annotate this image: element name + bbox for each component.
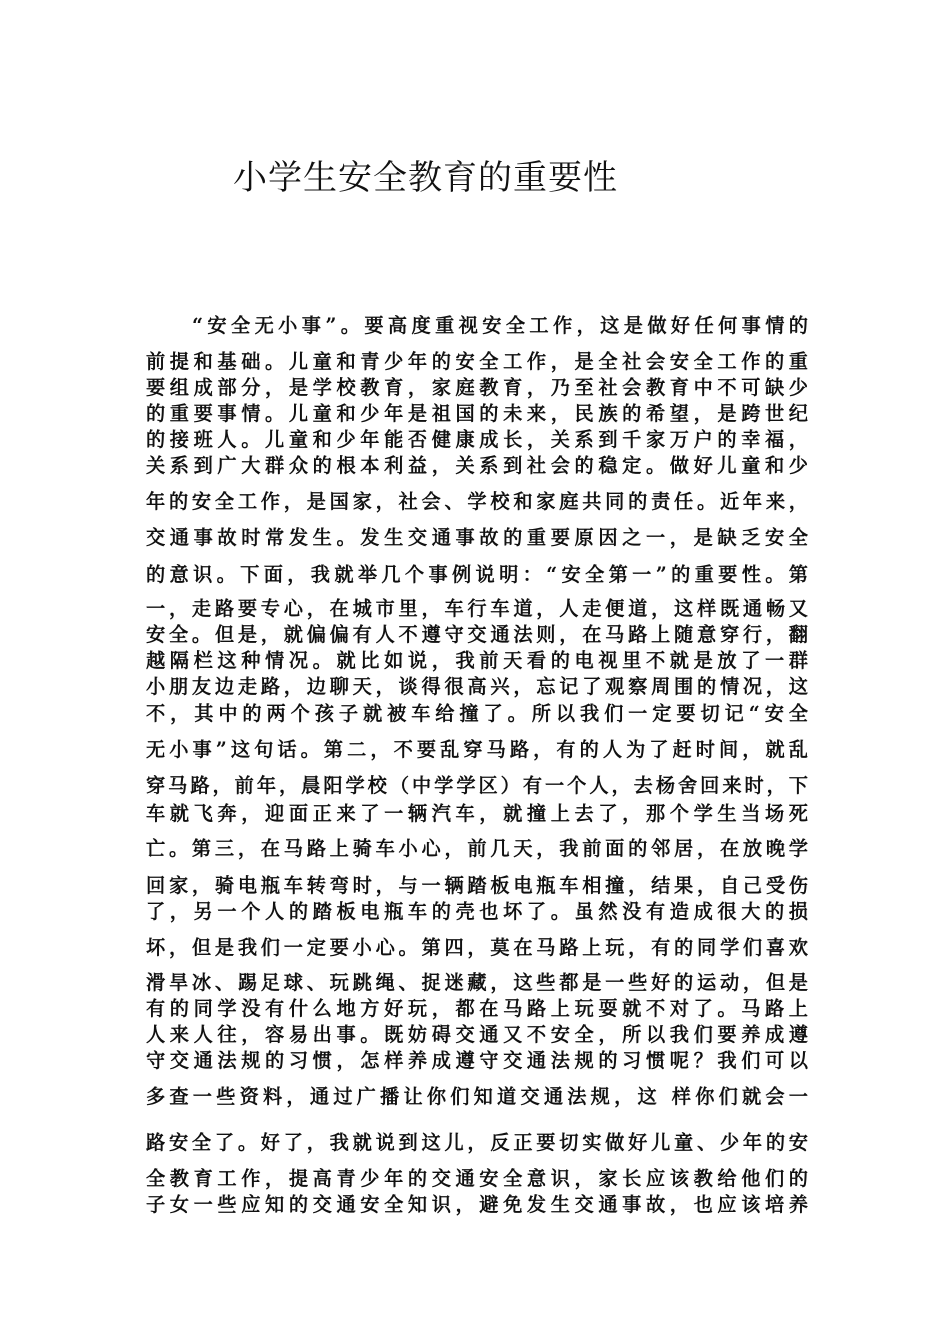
text-line: 全教育工作，提高青少年的交通安全意识，家长应该教给他们的	[146, 1167, 808, 1190]
document-title: 小学生安全教育的重要性	[233, 158, 618, 198]
text-line: 无小事”这句话。第二，不要乱穿马路，有的人为了赶时间，就乱	[146, 738, 808, 761]
text-line: 子女一些应知的交通安全知识，避免发生交通事故，也应该培养	[146, 1193, 808, 1216]
text-line: 的接班人。儿童和少年能否健康成长，关系到千家万户的幸福，	[146, 428, 808, 451]
text-line: 亡。第三，在马路上骑车小心，前几天，我前面的邻居，在放晚学	[146, 837, 808, 860]
text-line: 有的同学没有什么地方好玩，都在马路上玩耍就不对了。马路上	[146, 997, 808, 1020]
text-line: 的意识。下面，我就举几个事例说明：“安全第一”的重要性。第	[146, 563, 808, 586]
text-line: 关系到广大群众的根本利益，关系到社会的稳定。做好儿童和少	[146, 454, 808, 477]
text-line: 越隔栏这种情况。就比如说，我前天看的电视里不就是放了一群	[146, 649, 808, 672]
text-line: 回家，骑电瓶车转弯时，与一辆踏板电瓶车相撞，结果，自己受伤	[146, 874, 808, 897]
text-line: 多查一些资料，通过广播让你们知道交通法规，这 样你们就会一	[146, 1085, 808, 1108]
text-line: 路安全了。好了，我就说到这儿，反正要切实做好儿童、少年的安	[146, 1131, 808, 1154]
text-line: “安全无小事”。要高度重视安全工作，这是做好任何事情的	[192, 314, 808, 337]
text-line: 要组成部分，是学校教育，家庭教育，乃至社会教育中不可缺少	[146, 376, 808, 399]
text-line: 滑旱冰、踢足球、玩跳绳、捉迷藏，这些都是一些好的运动，但是	[146, 971, 808, 994]
text-line: 车就飞奔，迎面正来了一辆汽车，就撞上去了，那个学生当场死	[146, 802, 808, 825]
text-line: 坏，但是我们一定要小心。第四，莫在马路上玩，有的同学们喜欢	[146, 936, 808, 959]
text-line: 了，另一个人的踏板电瓶车的壳也坏了。虽然没有造成很大的损	[146, 900, 808, 923]
text-line: 交通事故时常发生。发生交通事故的重要原因之一，是缺乏安全	[146, 526, 808, 549]
text-line: 的重要事情。儿童和少年是祖国的未来，民族的希望，是跨世纪	[146, 402, 808, 425]
text-line: 一，走路要专心，在城市里，车行车道，人走便道，这样既通畅又	[146, 597, 808, 620]
text-line: 人来人往，容易出事。既妨碍交通又不安全，所以我们要养成遵	[146, 1023, 808, 1046]
text-line: 年的安全工作，是国家，社会、学校和家庭共同的责任。近年来，	[146, 490, 808, 513]
text-line: 前提和基础。儿童和青少年的安全工作，是全社会安全工作的重	[146, 350, 808, 373]
text-line: 穿马路，前年，晨阳学校（中学学区）有一个人，去杨舍回来时，下	[146, 774, 808, 797]
text-line: 安全。但是，就偏偏有人不遵守交通法则，在马路上随意穿行，翻	[146, 623, 808, 646]
text-line: 守交通法规的习惯，怎样养成遵守交通法规的习惯呢？我们可以	[146, 1049, 808, 1072]
text-line: 不，其中的两个孩子就被车给撞了。所以我们一定要切记“安全	[146, 702, 808, 725]
text-line: 小朋友边走路，边聊天，谈得很高兴，忘记了观察周围的情况，这	[146, 675, 808, 698]
